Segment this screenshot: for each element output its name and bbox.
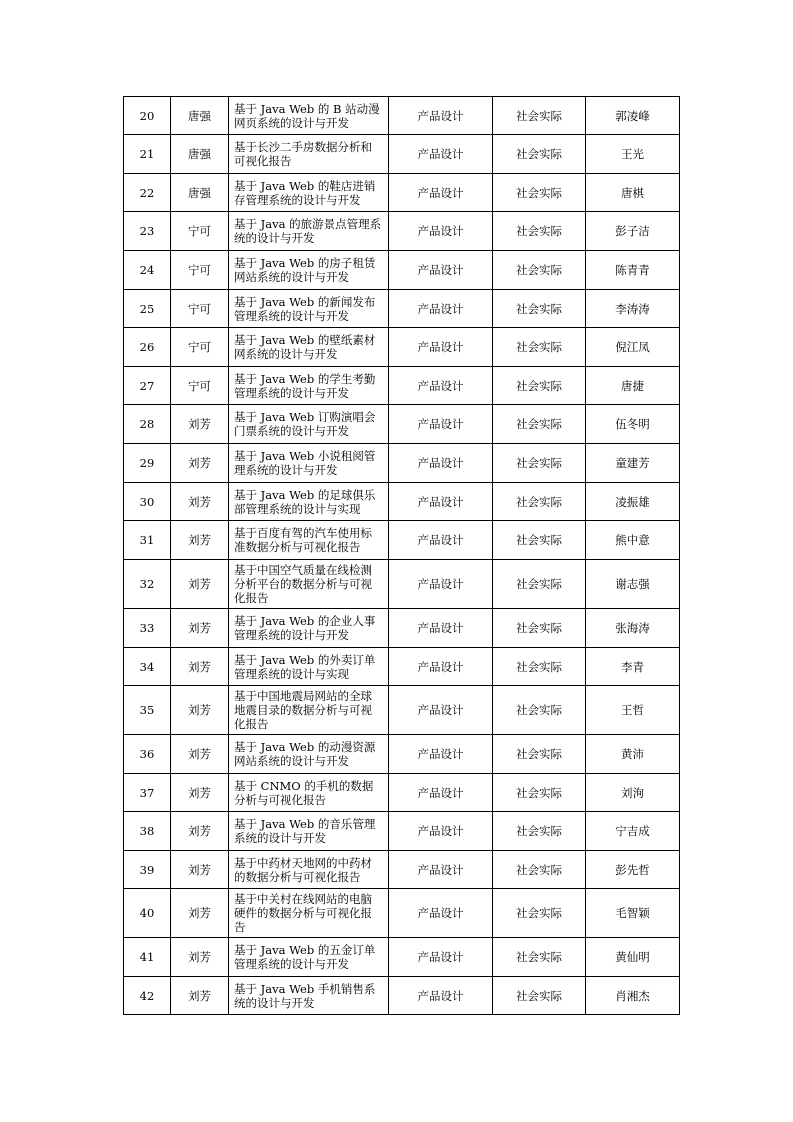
topic-type: 产品设计 <box>389 328 493 367</box>
advisor-name: 刘芳 <box>171 774 229 812</box>
topic-type: 产品设计 <box>389 735 493 774</box>
table-row <box>124 686 680 735</box>
advisor-name: 刘芳 <box>171 851 229 889</box>
advisor-name: 刘芳 <box>171 609 229 648</box>
table-row <box>124 938 680 977</box>
topic-title: 基于百度有驾的汽车使用标准数据分析与可视化报告 <box>229 521 389 560</box>
topic-title: 基于长沙二手房数据分析和可视化报告 <box>229 135 389 174</box>
advisor-name: 刘芳 <box>171 560 229 609</box>
topic-type: 产品设计 <box>389 648 493 686</box>
table-row <box>124 405 680 444</box>
topic-title: 基于中药材天地网的中药材的数据分析与可视化报告 <box>229 851 389 889</box>
row-number: 32 <box>124 560 171 609</box>
topic-source: 社会实际 <box>493 686 586 735</box>
table-row <box>124 174 680 212</box>
row-number: 40 <box>124 889 171 938</box>
table-row <box>124 609 680 648</box>
topic-type: 产品设计 <box>389 444 493 483</box>
student-name: 刘洵 <box>586 774 680 812</box>
row-number: 30 <box>124 483 171 521</box>
topic-source: 社会实际 <box>493 290 586 328</box>
topic-title: 基于中关村在线网站的电脑硬件的数据分析与可视化报告 <box>229 889 389 938</box>
table-row <box>124 212 680 251</box>
student-name: 毛智颖 <box>586 889 680 938</box>
table-row <box>124 889 680 938</box>
topic-title: 基于 Java Web 手机销售系统的设计与开发 <box>229 977 389 1015</box>
student-name: 王光 <box>586 135 680 174</box>
topic-type: 产品设计 <box>389 97 493 135</box>
advisor-name: 刘芳 <box>171 735 229 774</box>
advisor-name: 刘芳 <box>171 686 229 735</box>
topic-source: 社会实际 <box>493 889 586 938</box>
topic-source: 社会实际 <box>493 977 586 1015</box>
row-number: 22 <box>124 174 171 212</box>
topic-title: 基于 Java Web 小说租阅管理系统的设计与开发 <box>229 444 389 483</box>
topic-type: 产品设计 <box>389 174 493 212</box>
table-row <box>124 444 680 483</box>
table-row <box>124 735 680 774</box>
row-number: 37 <box>124 774 171 812</box>
row-number: 31 <box>124 521 171 560</box>
student-name: 黄沛 <box>586 735 680 774</box>
advisor-name: 刘芳 <box>171 521 229 560</box>
topic-title: 基于 Java Web 的足球俱乐部管理系统的设计与实现 <box>229 483 389 521</box>
topic-source: 社会实际 <box>493 212 586 251</box>
student-name: 陈青青 <box>586 251 680 290</box>
advisor-name: 刘芳 <box>171 405 229 444</box>
student-name: 张海涛 <box>586 609 680 648</box>
row-number: 25 <box>124 290 171 328</box>
topic-type: 产品设计 <box>389 367 493 405</box>
topic-type: 产品设计 <box>389 135 493 174</box>
advisor-name: 宁可 <box>171 251 229 290</box>
table-row <box>124 812 680 851</box>
table-row <box>124 977 680 1015</box>
table-row <box>124 774 680 812</box>
row-number: 20 <box>124 97 171 135</box>
topic-source: 社会实际 <box>493 483 586 521</box>
advisor-name: 刘芳 <box>171 444 229 483</box>
row-number: 38 <box>124 812 171 851</box>
topic-type: 产品设计 <box>389 977 493 1015</box>
topic-source: 社会实际 <box>493 851 586 889</box>
student-name: 倪江凤 <box>586 328 680 367</box>
student-name: 郭凌峰 <box>586 97 680 135</box>
student-name: 宁吉成 <box>586 812 680 851</box>
topic-type: 产品设计 <box>389 686 493 735</box>
topic-source: 社会实际 <box>493 251 586 290</box>
topic-title: 基于 Java Web 的 B 站动漫网页系统的设计与开发 <box>229 97 389 135</box>
table-row <box>124 521 680 560</box>
row-number: 36 <box>124 735 171 774</box>
table-row <box>124 483 680 521</box>
topics-table <box>123 96 680 1015</box>
student-name: 熊中意 <box>586 521 680 560</box>
row-number: 39 <box>124 851 171 889</box>
topic-type: 产品设计 <box>389 521 493 560</box>
student-name: 黄仙明 <box>586 938 680 977</box>
student-name: 凌振雄 <box>586 483 680 521</box>
student-name: 彭先哲 <box>586 851 680 889</box>
topic-source: 社会实际 <box>493 444 586 483</box>
student-name: 伍冬明 <box>586 405 680 444</box>
row-number: 26 <box>124 328 171 367</box>
table-row <box>124 290 680 328</box>
advisor-name: 刘芳 <box>171 938 229 977</box>
student-name: 童建芳 <box>586 444 680 483</box>
topic-title: 基于 Java Web 的新闻发布管理系统的设计与开发 <box>229 290 389 328</box>
student-name: 李青 <box>586 648 680 686</box>
topic-title: 基于 CNMO 的手机的数据分析与可视化报告 <box>229 774 389 812</box>
topic-source: 社会实际 <box>493 774 586 812</box>
topics-table-body <box>124 97 680 1015</box>
row-number: 24 <box>124 251 171 290</box>
topic-title: 基于中国空气质量在线检测分析平台的数据分析与可视化报告 <box>229 560 389 609</box>
row-number: 33 <box>124 609 171 648</box>
topic-type: 产品设计 <box>389 405 493 444</box>
topic-source: 社会实际 <box>493 97 586 135</box>
advisor-name: 唐强 <box>171 97 229 135</box>
topic-type: 产品设计 <box>389 812 493 851</box>
topic-type: 产品设计 <box>389 290 493 328</box>
student-name: 肖湘杰 <box>586 977 680 1015</box>
topic-title: 基于 Java Web 的壁纸素材网系统的设计与开发 <box>229 328 389 367</box>
row-number: 35 <box>124 686 171 735</box>
table-row <box>124 251 680 290</box>
row-number: 34 <box>124 648 171 686</box>
table-row <box>124 851 680 889</box>
table-row <box>124 97 680 135</box>
topic-title: 基于 Java Web 的企业人事管理系统的设计与开发 <box>229 609 389 648</box>
topic-type: 产品设计 <box>389 889 493 938</box>
topic-source: 社会实际 <box>493 521 586 560</box>
topic-type: 产品设计 <box>389 212 493 251</box>
topic-type: 产品设计 <box>389 609 493 648</box>
advisor-name: 宁可 <box>171 367 229 405</box>
student-name: 李涛涛 <box>586 290 680 328</box>
topic-source: 社会实际 <box>493 405 586 444</box>
topic-type: 产品设计 <box>389 560 493 609</box>
advisor-name: 刘芳 <box>171 483 229 521</box>
advisor-name: 刘芳 <box>171 977 229 1015</box>
row-number: 23 <box>124 212 171 251</box>
advisor-name: 刘芳 <box>171 889 229 938</box>
advisor-name: 宁可 <box>171 212 229 251</box>
topic-type: 产品设计 <box>389 938 493 977</box>
table-row <box>124 328 680 367</box>
row-number: 21 <box>124 135 171 174</box>
advisor-name: 刘芳 <box>171 648 229 686</box>
student-name: 彭子洁 <box>586 212 680 251</box>
topic-title: 基于 Java Web 的外卖订单管理系统的设计与实现 <box>229 648 389 686</box>
topic-title: 基于 Java Web 订购演唱会门票系统的设计与开发 <box>229 405 389 444</box>
advisor-name: 刘芳 <box>171 812 229 851</box>
table-row <box>124 560 680 609</box>
topic-title: 基于 Java Web 的音乐管理系统的设计与开发 <box>229 812 389 851</box>
topic-source: 社会实际 <box>493 735 586 774</box>
topic-title: 基于中国地震局网站的全球地震目录的数据分析与可视化报告 <box>229 686 389 735</box>
topic-title: 基于 Java 的旅游景点管理系统的设计与开发 <box>229 212 389 251</box>
topic-type: 产品设计 <box>389 483 493 521</box>
topic-source: 社会实际 <box>493 135 586 174</box>
table-row <box>124 135 680 174</box>
student-name: 唐捷 <box>586 367 680 405</box>
advisor-name: 唐强 <box>171 174 229 212</box>
topic-title: 基于 Java Web 的动漫资源网站系统的设计与开发 <box>229 735 389 774</box>
topic-title: 基于 Java Web 的房子租赁网站系统的设计与开发 <box>229 251 389 290</box>
topic-source: 社会实际 <box>493 367 586 405</box>
topic-source: 社会实际 <box>493 560 586 609</box>
student-name: 王哲 <box>586 686 680 735</box>
topic-source: 社会实际 <box>493 648 586 686</box>
advisor-name: 宁可 <box>171 290 229 328</box>
row-number: 41 <box>124 938 171 977</box>
topic-type: 产品设计 <box>389 774 493 812</box>
topic-source: 社会实际 <box>493 174 586 212</box>
student-name: 谢志强 <box>586 560 680 609</box>
table-row <box>124 648 680 686</box>
topic-title: 基于 Java Web 的五金订单管理系统的设计与开发 <box>229 938 389 977</box>
topic-type: 产品设计 <box>389 851 493 889</box>
topic-title: 基于 Java Web 的学生考勤管理系统的设计与开发 <box>229 367 389 405</box>
student-name: 唐棋 <box>586 174 680 212</box>
topic-type: 产品设计 <box>389 251 493 290</box>
topic-source: 社会实际 <box>493 938 586 977</box>
topic-title: 基于 Java Web 的鞋店进销存管理系统的设计与开发 <box>229 174 389 212</box>
table-row <box>124 367 680 405</box>
row-number: 27 <box>124 367 171 405</box>
topic-source: 社会实际 <box>493 328 586 367</box>
row-number: 28 <box>124 405 171 444</box>
topic-source: 社会实际 <box>493 812 586 851</box>
topic-source: 社会实际 <box>493 609 586 648</box>
advisor-name: 宁可 <box>171 328 229 367</box>
advisor-name: 唐强 <box>171 135 229 174</box>
row-number: 29 <box>124 444 171 483</box>
row-number: 42 <box>124 977 171 1015</box>
